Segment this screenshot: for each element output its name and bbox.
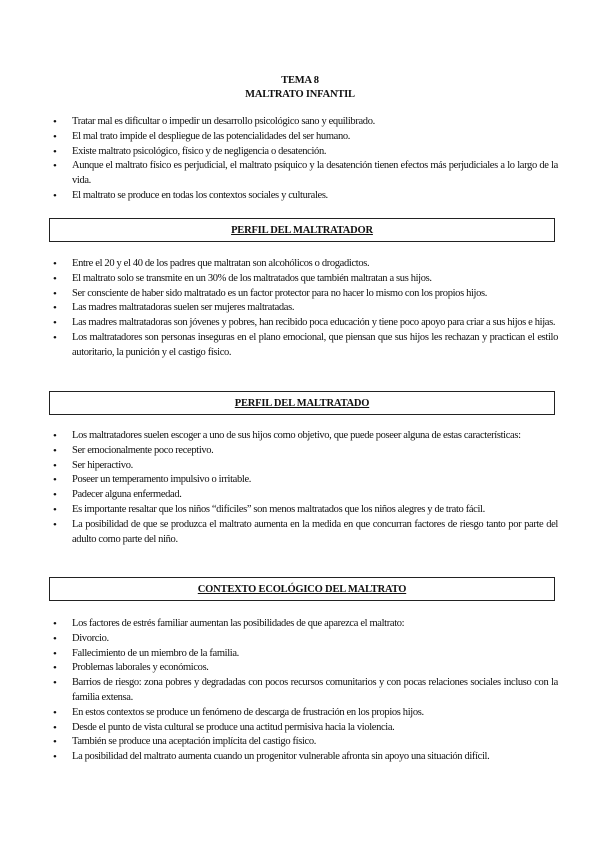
section-heading-maltratado: [49, 391, 555, 415]
list-item: • Tratar mal es dificultar o impedir un desarrollo psicológico sano y equilibrado.: [52, 115, 558, 130]
list-item: • El maltrato se produce en todas los contextos sociales y culturales.: [52, 189, 558, 204]
list-item: • Padecer alguna enfermedad.: [52, 488, 558, 503]
list-item: • Problemas laborales y económicos.: [52, 661, 558, 676]
list-item: • Desde el punto de vista cultural se produce una actitud permisiva hacia la violencia.: [52, 721, 558, 736]
list-item: • Las madres maltratadoras son jóvenes y pobres, han recibido poca educación y tiene poco apoyo para criar a sus hijos e hijas.: [52, 316, 558, 331]
list-item: • Entre el 20 y el 40 de los padres que maltratan son alcohólicos o drogadictos.: [52, 257, 558, 272]
list-item: • La posibilidad de que se produzca el maltrato aumenta en la medida en que concurran factores de riesgo tanto por parte del adulto como parte del niño.: [52, 518, 558, 548]
list-item: • Barrios de riesgo: zona pobres y degradadas con pocos recursos comunitarios y con pocas relaciones sociales incluso con la familia extensa.: [52, 676, 558, 706]
list-item: • La posibilidad del maltrato aumenta cuando un progenitor vulnerable afronta sin apoyo una situación difícil.: [52, 750, 558, 765]
page-title: MALTRATO INFANTIL: [245, 89, 355, 100]
list-item: • El maltrato solo se transmite en un 30% de los maltratados que también maltratan a sus hijos.: [52, 272, 558, 287]
list-item: • En estos contextos se produce un fenómeno de descarga de frustración en los propios hijos.: [52, 706, 558, 721]
list-item: • Los factores de estrés familiar aumentan las posibilidades de que aparezca el maltrato:: [52, 617, 558, 632]
list-item: • También se produce una aceptación implícita del castigo físico.: [52, 735, 558, 750]
list-item: • Es importante resaltar que los niños “difíciles” son menos maltratados que los niños alegres y de trato fácil.: [52, 503, 558, 518]
list-item: • Existe maltrato psicológico, físico y de negligencia o desatención.: [52, 145, 558, 160]
list-item: • Ser emocionalmente poco receptivo.: [52, 444, 558, 459]
section-heading-text: PERFIL DEL MALTRATADO: [234, 397, 370, 409]
list-item: • Los maltratadores son personas inseguras en el plano emocional, que piensan que sus hijos les rechazan y practican el estilo autoritario, la punición y el castigo físico.: [52, 331, 558, 361]
maltratado-list: [52, 429, 558, 547]
list-item: • Ser consciente de haber sido maltratado es un factor protector para no hacer lo mismo con los propios hijos.: [52, 287, 558, 302]
list-item: • El mal trato impide el despliegue de las potencialidades del ser humano.: [52, 130, 558, 145]
intro-list: [52, 115, 558, 204]
list-item: • Divorcio.: [52, 632, 558, 647]
list-item: • Ser hiperactivo.: [52, 459, 558, 474]
section-heading-contexto: [49, 577, 555, 601]
list-item: • Las madres maltratadoras suelen ser mujeres maltratadas.: [52, 301, 558, 316]
list-item: • Aunque el maltrato físico es perjudicial, el maltrato psíquico y la desatención tienen efectos más perjudiciales a lo largo de la vida.: [52, 159, 558, 189]
list-item: • Fallecimiento de un miembro de la familia.: [52, 647, 558, 662]
list-item: • Los maltratadores suelen escoger a uno de sus hijos como objetivo, que puede poseer alguna de estas características:: [52, 429, 558, 444]
section-heading-text: PERFIL DEL MALTRATADOR: [231, 224, 373, 236]
list-item: • Poseer un temperamento impulsivo o irritable.: [52, 473, 558, 488]
topic-number: TEMA 8: [281, 75, 319, 86]
section-heading-text: CONTEXTO ECOLÓGICO DEL MALTRATO: [197, 583, 407, 595]
maltratador-list: [52, 257, 558, 361]
contexto-list: [52, 617, 558, 765]
section-heading-maltratador: [49, 218, 555, 242]
